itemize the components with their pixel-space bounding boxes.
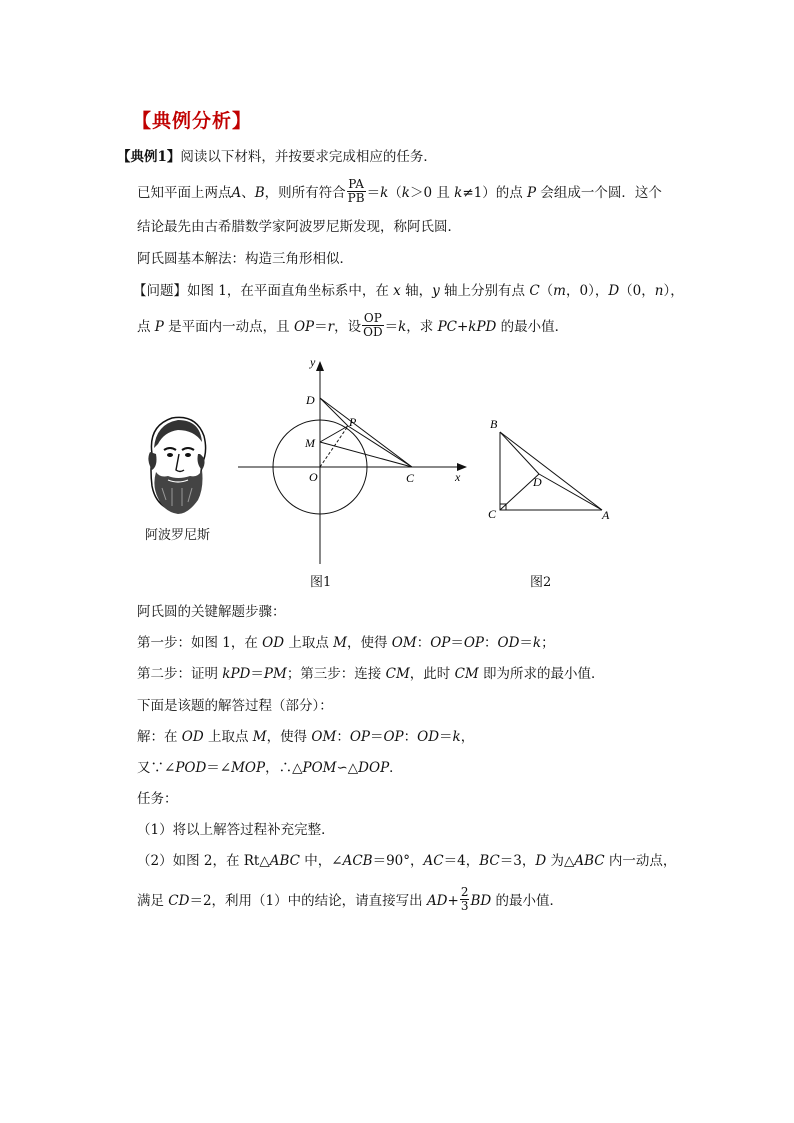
var: PM [263, 666, 287, 682]
label-a: A [602, 508, 610, 522]
var: kPD [222, 666, 251, 682]
steps-heading: 阿氏圆的关键解题步骤： [137, 604, 286, 620]
text: 已知平面上两点 [137, 185, 232, 201]
var: AD [426, 893, 448, 909]
text: （ [539, 283, 554, 299]
text: 会组成一个圆．这个 [536, 185, 662, 201]
var: r [327, 319, 335, 335]
text: ，则所有符合 [264, 185, 346, 201]
text: ＞0 且 [409, 185, 455, 201]
var: A [231, 185, 242, 201]
label-o: O [309, 470, 318, 484]
var: ABC [269, 853, 300, 869]
frac-den: 3 [460, 899, 469, 913]
var: k [532, 635, 542, 651]
text: ＝ [366, 185, 381, 201]
segment-bd [500, 432, 539, 474]
frac-den: PB [347, 191, 365, 205]
text: ，此时 [409, 666, 455, 682]
text: ）， [663, 283, 684, 299]
text: ＝2，利用（1）中的结论，请直接写出 [189, 893, 427, 909]
text: ，0）， [565, 283, 609, 299]
text: ≠1）的点 [462, 185, 528, 201]
var: OM [391, 635, 417, 651]
var: MOP [231, 760, 266, 776]
label-d: D [306, 393, 315, 407]
frac-num: PA [348, 177, 364, 191]
text: ∽△ [336, 760, 359, 776]
example-intro-line [117, 148, 437, 166]
fraction-2-3 [460, 886, 470, 913]
segment-mp [320, 426, 348, 442]
label-y: y [310, 355, 316, 369]
figure-2-diagram [484, 412, 624, 524]
text: ，∴△ [265, 760, 303, 776]
label-c: C [406, 471, 415, 485]
solution-heading: 下面是该题的解答过程（部分）： [137, 698, 333, 714]
text: + [456, 319, 469, 335]
var: k [380, 185, 389, 201]
text: ，设 [334, 319, 362, 335]
text: ＝ [450, 635, 464, 651]
var: OD [417, 729, 440, 745]
text: 第二步：证明 [137, 666, 223, 682]
step-1 [137, 634, 555, 652]
var: OD [497, 635, 520, 651]
figure-2-caption: 图2 [530, 575, 552, 590]
label-b: B [490, 417, 498, 431]
text: ＝90°， [372, 853, 424, 869]
text: 上取点 [203, 729, 253, 745]
figure-1-diagram [230, 350, 480, 568]
portrait-caption: 阿波罗尼斯 [145, 528, 211, 543]
solution-line-2 [137, 759, 403, 777]
solution-line-1 [137, 728, 474, 746]
text: + [447, 893, 459, 909]
var: OP [430, 635, 451, 651]
var: PC [437, 319, 457, 335]
label-m: M [305, 436, 315, 450]
var: C [529, 283, 540, 299]
text: ＝ [250, 666, 264, 682]
var: OP [349, 729, 370, 745]
var: ABC [574, 853, 605, 869]
figure-1-caption: 图1 [310, 575, 332, 590]
text: ， [460, 729, 475, 745]
text: 、 [241, 185, 255, 201]
frac-num: 2 [460, 885, 469, 899]
text: 内一动点， [604, 853, 677, 869]
var: POM [302, 760, 337, 776]
fraction-op-od [362, 312, 383, 339]
segment-op-dashed [320, 426, 348, 467]
var: y [432, 283, 440, 299]
question-line-2 [137, 311, 569, 341]
text: 满足 [137, 893, 169, 909]
text: ＝ [439, 729, 453, 745]
var: OM [311, 729, 337, 745]
text: 轴上分别有点 [439, 283, 530, 299]
example-tag: 【典例1】 [117, 149, 181, 165]
var: M [333, 635, 347, 651]
var: D [608, 283, 620, 299]
step-2-3 [137, 665, 605, 683]
segment-pc [348, 426, 412, 467]
text: 【问题】如图 1，在平面直角坐标系中，在 [133, 283, 394, 299]
var: M [252, 729, 267, 745]
frac-num: OP [363, 311, 382, 325]
var: CM [454, 666, 479, 682]
var: POD [175, 760, 207, 776]
fraction-pa-pb [347, 178, 366, 205]
text: 解：在 [137, 729, 182, 745]
text: ，使得 [266, 729, 312, 745]
var: D [535, 853, 547, 869]
task-2-line-2 [137, 885, 564, 915]
var: P [527, 185, 537, 201]
text: ＝∠ [206, 760, 232, 776]
segment-ba [500, 432, 602, 510]
text: 上取点 [284, 635, 334, 651]
var: m [553, 283, 566, 299]
text: ： [336, 729, 350, 745]
text: （ [388, 185, 402, 201]
label-p: P [349, 415, 357, 429]
var: n [654, 283, 664, 299]
text: ： [403, 729, 418, 745]
var: x [393, 283, 401, 299]
task-2 [137, 852, 676, 870]
text: （2）如图 2，在 Rt△ [137, 853, 270, 869]
text: ＝ [314, 319, 328, 335]
text: ；第三步：连接 [286, 666, 386, 682]
var: k [401, 185, 410, 201]
text: ，使得 [347, 635, 392, 651]
text: ＝3， [499, 853, 536, 869]
apollonius-portrait-image [138, 408, 216, 516]
text: 的最小值． [491, 893, 564, 909]
text: 点 [137, 319, 155, 335]
example-line-2: 结论最先由古希腊数学家阿波罗尼斯发现，称阿氏圆． [137, 219, 461, 235]
var: DOP [358, 760, 390, 776]
text: 是平面内一动点，且 [163, 319, 294, 335]
text: 即为所求的最小值． [478, 666, 605, 682]
var: BD [470, 893, 492, 909]
var: OD [262, 635, 285, 651]
var: CD [168, 893, 190, 909]
text: ； [541, 635, 555, 651]
tasks-heading: 任务： [137, 791, 178, 807]
section-title: 【典例分析】 [132, 110, 253, 132]
var: k [452, 729, 461, 745]
var: ACB [342, 853, 373, 869]
label-c: C [488, 507, 497, 521]
text: 的最小值． [496, 319, 569, 335]
example-line-1 [137, 177, 662, 207]
text: ． [389, 760, 403, 776]
segment-da [539, 474, 602, 510]
text: ＝ [369, 729, 384, 745]
text: ＝ [384, 319, 399, 335]
example-intro: 阅读以下材料，并按要求完成相应的任务． [180, 149, 437, 165]
text: （0， [619, 283, 655, 299]
var: OP [463, 635, 484, 651]
var: AC [423, 853, 444, 869]
var: P [154, 319, 164, 335]
text: 第一步：如图 1，在 [137, 635, 263, 651]
var: kPD [468, 319, 497, 335]
var: OD [181, 729, 204, 745]
text: ： [484, 635, 498, 651]
segment-mc [320, 442, 412, 467]
text: ： [416, 635, 431, 651]
text: ＝4， [443, 853, 480, 869]
question-line-1 [133, 282, 684, 300]
example-line-3: 阿氏圆基本解法：构造三角形相似． [137, 251, 353, 267]
var: OP [293, 319, 315, 335]
var: B [254, 185, 265, 201]
label-d: D [533, 475, 542, 489]
text: 轴， [400, 283, 433, 299]
var: BC [479, 853, 500, 869]
text: 为△ [546, 853, 575, 869]
text: 中，∠ [299, 853, 343, 869]
task-1: （1）将以上解答过程补充完整． [137, 822, 335, 838]
var: OP [383, 729, 404, 745]
text: ，求 [406, 319, 438, 335]
var: k [398, 319, 407, 335]
text: ＝ [519, 635, 533, 651]
frac-den: OD [363, 325, 383, 339]
var: k [454, 185, 463, 201]
label-x: x [455, 470, 461, 484]
text: 又∵∠ [137, 760, 176, 776]
var: CM [385, 666, 410, 682]
